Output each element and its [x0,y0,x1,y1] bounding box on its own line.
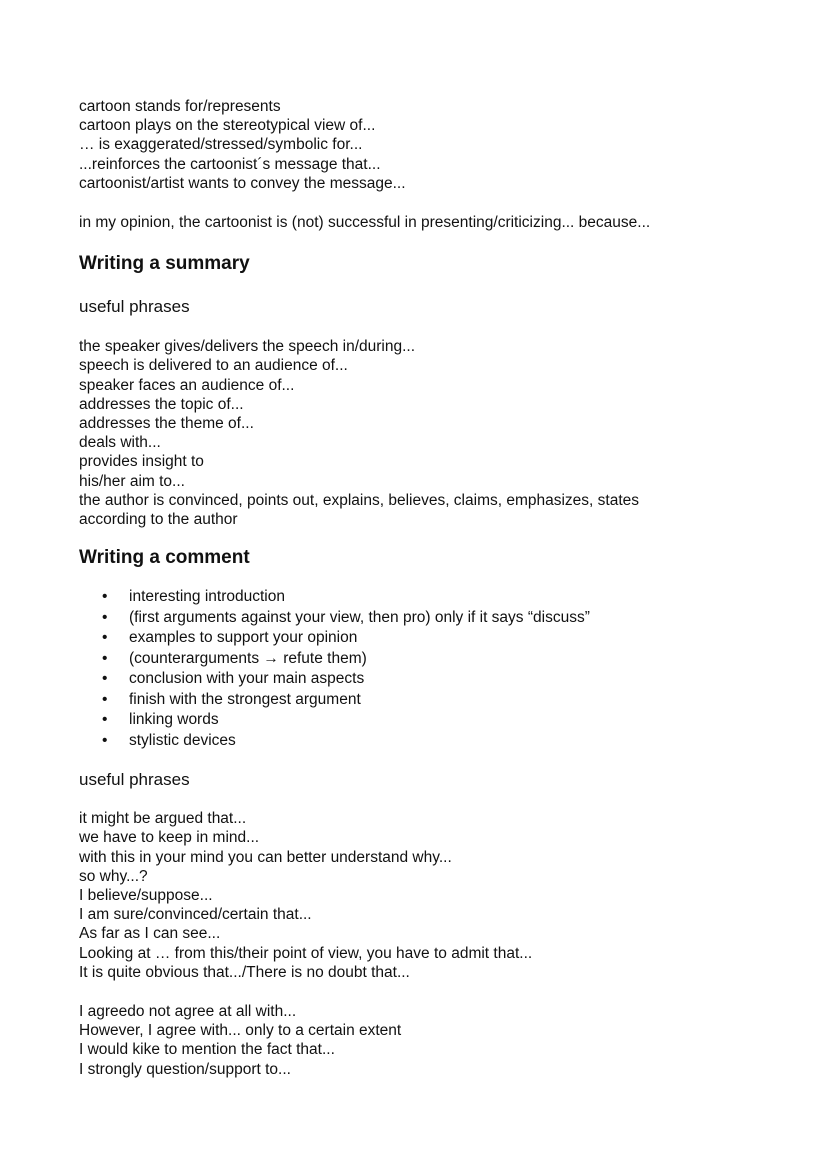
cartoon-phrase: … is exaggerated/stressed/symbolic for... [79,136,363,154]
spacer [79,276,779,296]
comment-phrase: Looking at … from this/their point of view, you have to admit that... [79,944,533,962]
bullet-text: interesting introduction [129,588,285,606]
comment-subheading: useful phrases [79,770,190,790]
spacer [79,193,779,213]
spacer [79,570,779,587]
comment-phrase: I am sure/convinced/certain that... [79,906,312,924]
comment-heading: Writing a comment [79,547,250,569]
cartoon-opinion: in my opinion, the cartoonist is (not) successful in presenting/criticizing... because... [79,214,651,232]
summary-phrase: the speaker gives/delivers the speech in/during... [79,338,416,356]
spacer [79,529,779,546]
summary-phrases [79,337,779,529]
comment-phrase: I believe/suppose... [79,887,213,905]
comment-phrase: However, I agree with... only to a certain extent [79,1022,402,1040]
summary-phrase: his/her aim to... [79,472,185,490]
bullet-text: (counterarguments → refute them) [129,649,367,667]
comment-phrase: I would kike to mention the fact that... [79,1041,335,1059]
bullet-text: examples to support your opinion [129,629,358,647]
spacer [79,791,779,809]
list-item [79,690,779,711]
comment-phrases-block-2 [79,1002,779,1079]
cartoon-phrase: cartoonist/artist wants to convey the message... [79,174,406,192]
list-item [79,669,779,690]
bullet-icon: • [102,670,108,688]
comment-phrase: so why...? [79,867,148,885]
cartoon-phrase: ...reinforces the cartoonist´s message that... [79,155,381,173]
comment-phrase: As far as I can see... [79,925,221,943]
list-item [79,628,779,649]
cartoon-phrase: cartoon plays on the stereotypical view of... [79,117,376,135]
summary-phrase: speaker faces an audience of... [79,376,295,394]
summary-phrase: deals with... [79,434,161,452]
comment-phrase: It is quite obvious that.../There is no doubt that... [79,963,410,981]
bullet-text: stylistic devices [129,731,236,749]
cartoon-phrases [79,97,779,193]
comment-phrase: it might be argued that... [79,810,247,828]
comment-phrase: we have to keep in mind... [79,829,260,847]
summary-phrase: addresses the topic of... [79,395,244,413]
summary-subheading: useful phrases [79,297,190,317]
summary-phrase: addresses the theme of... [79,415,254,433]
list-item [79,731,779,752]
comment-bullet-list [79,587,779,751]
bullet-text: linking words [129,711,219,729]
cartoon-phrase: cartoon stands for/represents [79,98,281,115]
bullet-icon: • [102,711,108,729]
bullet-icon: • [102,649,108,667]
spacer [79,751,779,769]
comment-phrase: I agreedo not agree at all with... [79,1003,297,1021]
summary-phrase: according to the author [79,511,238,529]
bullet-icon: • [102,731,108,749]
bullet-icon: • [102,608,108,626]
bullet-icon: • [102,629,108,647]
comment-phrases-block-1 [79,809,779,982]
summary-heading: Writing a summary [79,253,250,275]
summary-phrase: the author is convinced, points out, explains, believes, claims, emphasizes, states [79,491,640,509]
list-item [79,710,779,731]
bullet-icon: • [102,690,108,708]
list-item [79,608,779,629]
bullet-text: conclusion with your main aspects [129,670,365,688]
document-content [79,97,779,1079]
spacer [79,982,779,1002]
summary-phrase: provides insight to [79,453,204,471]
list-item [79,587,779,608]
bullet-text: finish with the strongest argument [129,690,361,708]
comment-phrase: with this in your mind you can better understand why... [79,848,452,866]
comment-phrase: I strongly question/support to... [79,1060,291,1078]
list-item [79,649,779,670]
spacer [79,232,779,252]
bullet-icon: • [102,588,108,606]
spacer [79,318,779,337]
bullet-text: (first arguments against your view, then pro) only if it says “discuss” [129,608,590,626]
summary-phrase: speech is delivered to an audience of... [79,357,348,375]
